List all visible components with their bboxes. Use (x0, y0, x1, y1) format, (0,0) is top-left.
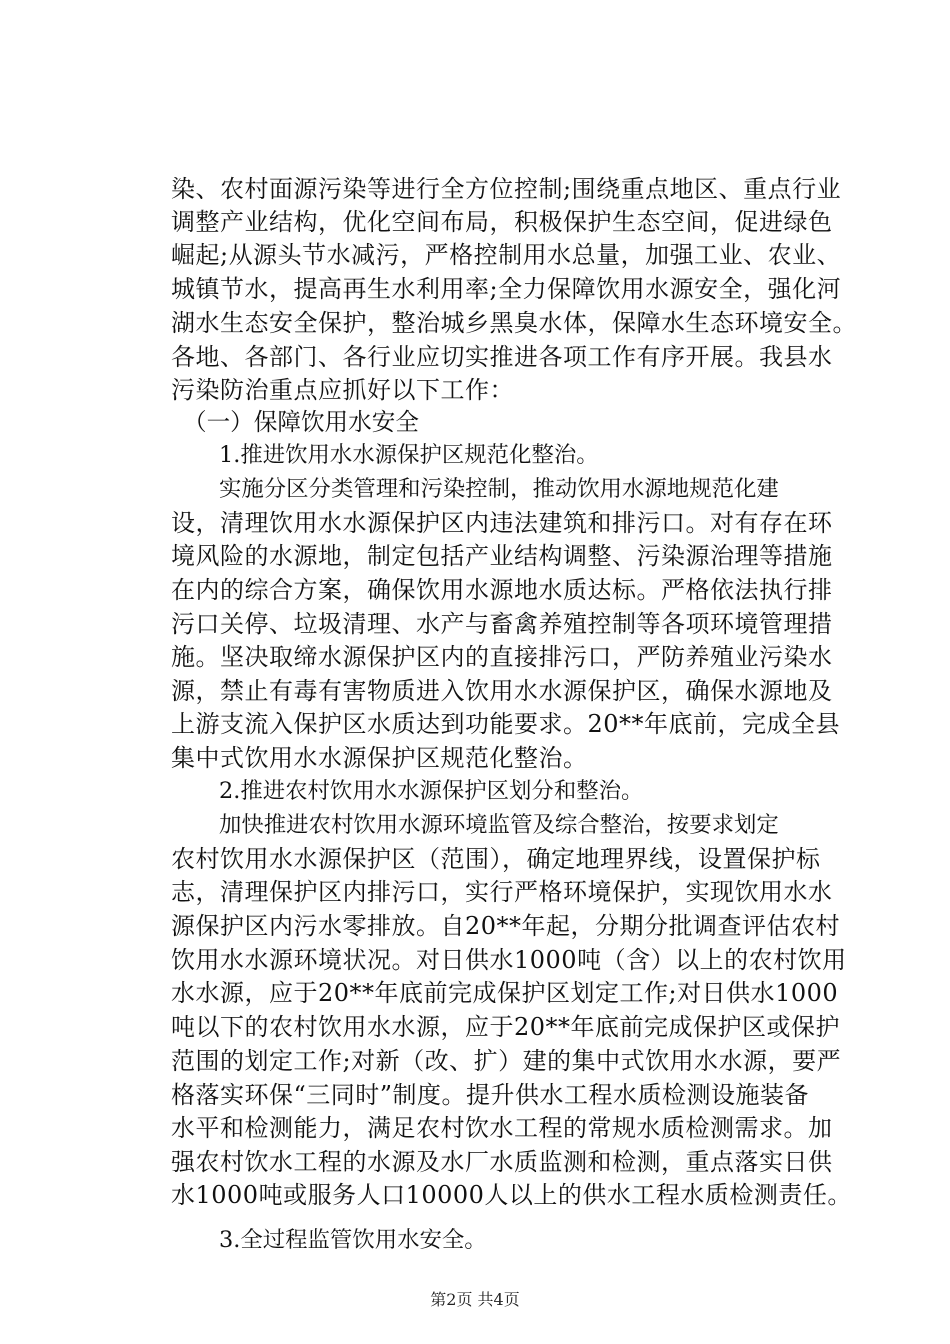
body-text-line: 强农村饮水工程的水源及水厂水质监测和检测，重点落实日供 (171, 1148, 833, 1176)
body-text-line: 加快推进农村饮用水源环境监管及综合整治，按要求划定 (219, 812, 779, 838)
body-text-line: 染、农村面源污染等进行全方位控制;围绕重点地区、重点行业 (171, 175, 842, 203)
body-text-line: 上游支流入保护区水质达到功能要求。20**年底前，完成全县 (171, 710, 841, 738)
body-text-line: 在内的综合方案，确保饮用水源地水质达标。严格依法执行排 (171, 576, 833, 604)
body-text-line: 境风险的水源地，制定包括产业结构调整、污染源治理等措施 (171, 542, 833, 570)
body-text-line: 水水源，应于20**年底前完成保护区划定工作;对日供水1000 (171, 979, 839, 1007)
page-footer: 第2页 共4页 (430, 1290, 520, 1309)
body-text-line: 崛起;从源头节水减污，严格控制用水总量，加强工业、农业、 (171, 241, 842, 269)
body-text-line: 设，清理饮用水水源保护区内违法建筑和排污口。对有存在环 (171, 509, 833, 537)
body-text-line: 实施分区分类管理和污染控制，推动饮用水源地规范化建 (219, 476, 779, 502)
body-text-line: 饮用水水源环境状况。对日供水1000吨（含）以上的农村饮用 (171, 946, 847, 974)
body-text-line: 源，禁止有毒有害物质进入饮用水水源保护区，确保水源地及 (171, 677, 833, 705)
body-text-line: 城镇节水，提高再生水利用率;全力保障饮用水源安全，强化河 (171, 275, 842, 303)
body-text-line: 志，清理保护区内排污口，实行严格环境保护，实现饮用水水 (171, 878, 833, 906)
body-text-line: 污口关停、垃圾清理、水产与畜禽养殖控制等各项环境管理措 (171, 610, 833, 638)
body-text-line: 湖水生态安全保护，整治城乡黑臭水体，保障水生态环境安全。 (171, 309, 857, 337)
body-text-line: 污染防治重点应抓好以下工作： (171, 376, 514, 404)
body-text-line: 格落实环保“三同时”制度。提升供水工程水质检测设施装备 (171, 1081, 810, 1109)
subsection-heading: 3.全过程监管饮用水安全。 (219, 1227, 487, 1253)
subsection-heading: 1.推进饮用水水源保护区规范化整治。 (219, 442, 599, 468)
body-text-line: 水1000吨或服务人口10000人以上的供水工程水质检测责任。 (171, 1181, 852, 1209)
body-text-line: 源保护区内污水零排放。自20**年起，分期分批调查评估农村 (171, 912, 841, 940)
body-text-line: 集中式饮用水水源保护区规范化整治。 (171, 744, 588, 772)
subsection-heading: 2.推进农村饮用水水源保护区划分和整治。 (219, 778, 644, 804)
body-text-line: 施。坚决取缔水源保护区内的直接排污口，严防养殖业污染水 (171, 643, 833, 671)
body-text-line: 范围的划定工作;对新（改、扩）建的集中式饮用水水源，要严 (171, 1047, 842, 1075)
body-text-line: 水平和检测能力，满足农村饮水工程的常规水质检测需求。加 (171, 1114, 833, 1142)
body-text-line: 各地、各部门、各行业应切实推进各项工作有序开展。我县水 (171, 343, 833, 371)
body-text-line: 吨以下的农村饮用水水源，应于20**年底前完成保护区或保护 (171, 1013, 841, 1041)
body-text-line: 调整产业结构，优化空间布局，积极保护生态空间，促进绿色 (171, 208, 833, 236)
section-heading: （一）保障饮用水安全 (183, 408, 419, 436)
body-text-line: 农村饮用水水源保护区（范围），确定地理界线，设置保护标 (171, 845, 821, 873)
